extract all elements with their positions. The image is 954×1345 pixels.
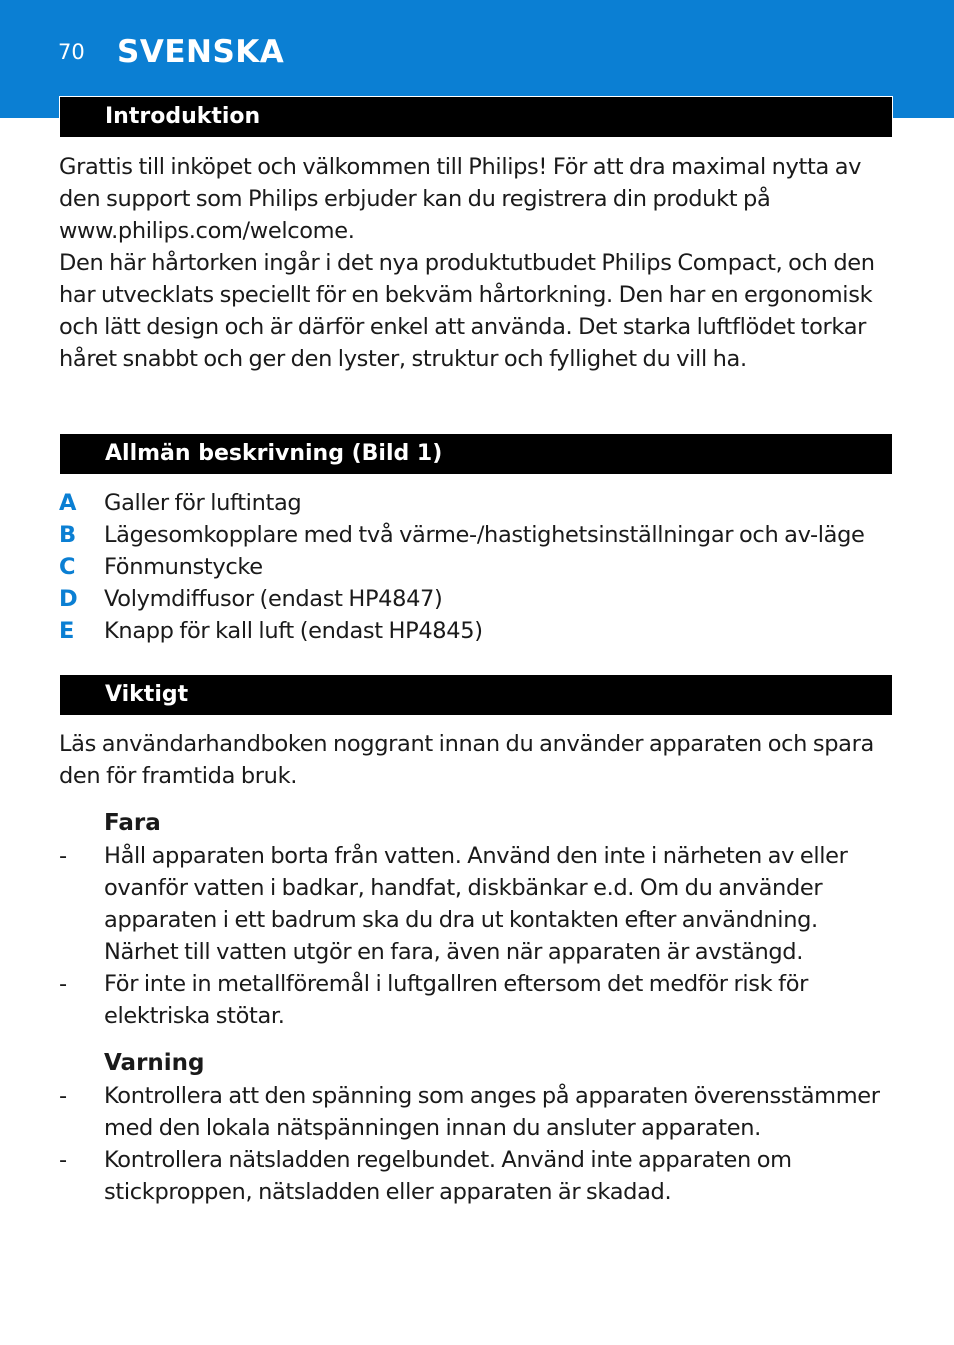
part-description: Fönmunstycke xyxy=(104,554,263,580)
warning-list-item xyxy=(59,1144,894,1208)
introduction-text xyxy=(59,151,899,375)
parts-list-item xyxy=(59,551,899,583)
section-heading-important xyxy=(59,674,893,716)
danger-item-text: Håll apparaten borta från vatten. Använd den inte i närheten av eller ovanför vatten i badkar, handfat, diskbänkar e.d. Om du använder apparaten i ett badrum ska du dra ut kontakten efter användning. Närhet till vatten utgör en fara, även när apparaten är avstängd. xyxy=(104,843,848,965)
part-description: Galler för luftintag xyxy=(104,490,302,516)
parts-list-item xyxy=(59,487,899,519)
parts-list xyxy=(59,487,899,647)
introduction-paragraph: Den här hårtorken ingår i det nya produktutbudet Philips Compact, och den har utvecklats speciellt för en bekväm hårtorkning. Den har en ergonomisk och lätt design och är därför enkel att använda. Det starka luftflödet torkar håret snabbt och ger den lyster, struktur och fyllighet du vill ha. xyxy=(59,250,875,372)
warning-item-text: Kontrollera att den spänning som anges på apparaten överensstämmer med den lokala nätspänningen innan du ansluter apparaten. xyxy=(104,1083,880,1141)
part-description: Lägesomkopplare med två värme-/hastighetsinställningar och av-läge xyxy=(104,522,865,548)
parts-list-item xyxy=(59,583,899,615)
parts-list-item xyxy=(59,615,899,647)
danger-list xyxy=(59,840,894,1032)
important-intro-text xyxy=(59,728,899,792)
section-heading-introduction xyxy=(59,96,893,138)
list-dash: - xyxy=(59,1083,67,1109)
part-letter: C xyxy=(59,554,76,580)
important-intro-paragraph: Läs användarhandboken noggrant innan du använder apparaten och spara den för framtida bruk. xyxy=(59,731,874,789)
list-dash: - xyxy=(59,971,67,997)
parts-list-item xyxy=(59,519,899,551)
part-description: Knapp för kall luft (endast HP4845) xyxy=(104,618,483,644)
part-letter: B xyxy=(59,522,77,548)
warning-item-text: Kontrollera nätsladden regelbundet. Använd inte apparaten om stickproppen, nätsladden eller apparaten är skadad. xyxy=(104,1147,792,1205)
section-heading-label: Introduktion xyxy=(105,104,261,129)
danger-list-item xyxy=(59,840,894,968)
page-number: 70 xyxy=(58,40,85,64)
section-heading-label: Allmän beskrivning (Bild 1) xyxy=(105,441,443,466)
danger-list-item xyxy=(59,968,894,1032)
warning-list xyxy=(59,1080,894,1208)
part-letter: D xyxy=(59,586,78,612)
introduction-paragraph: Grattis till inköpet och välkommen till Philips! För att dra maximal nytta av den support som Philips erbjuder kan du registrera din produkt på www.philips.com/welcome. xyxy=(59,154,862,244)
warning-list-item xyxy=(59,1080,894,1144)
danger-item-text: För inte in metallföremål i luftgallren eftersom det medför risk för elektriska stötar. xyxy=(104,971,809,1029)
part-letter: E xyxy=(59,618,75,644)
list-dash: - xyxy=(59,843,67,869)
language-title: SVENSKA xyxy=(117,34,285,70)
danger-heading: Fara xyxy=(104,810,161,836)
section-heading-label: Viktigt xyxy=(105,682,189,707)
list-dash: - xyxy=(59,1147,67,1173)
section-heading-general-description xyxy=(59,433,893,475)
part-letter: A xyxy=(59,490,77,516)
part-description: Volymdiffusor (endast HP4847) xyxy=(104,586,443,612)
warning-heading: Varning xyxy=(104,1050,205,1076)
